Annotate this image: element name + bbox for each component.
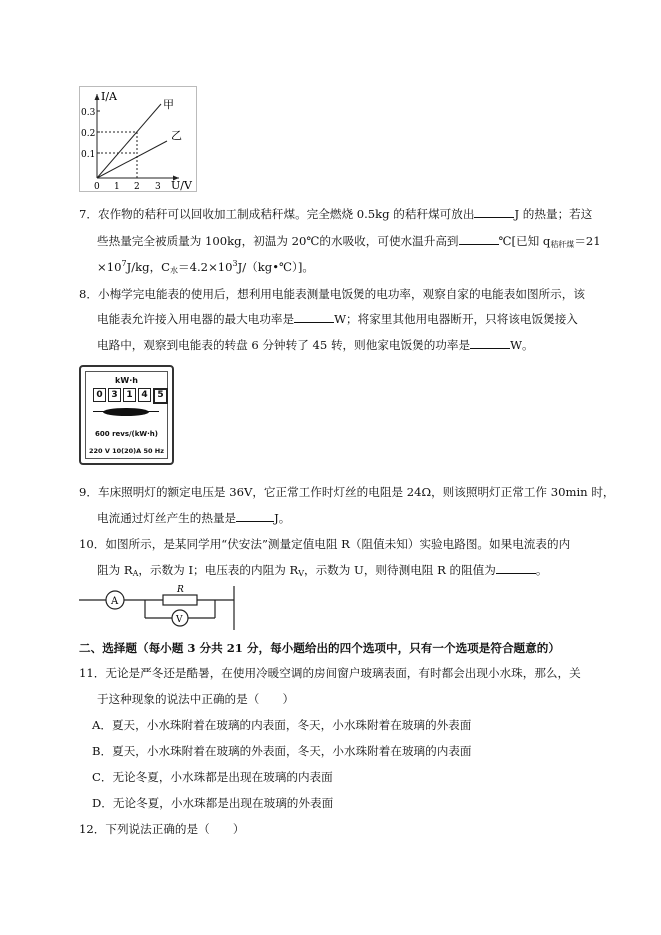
answer-blank[interactable] [474,206,514,218]
q9-line-1: 9．车床照明灯的额定电压是 36V，它正常工作时灯丝的电阻是 24Ω，则该照明灯正常工作 30min 时， [79,485,615,499]
meter-rate: 600 revs/(kW·h) [95,430,158,438]
meter-digit-decimal: 5 [153,388,168,404]
meter-digit: 3 [108,388,121,402]
meter-disc [103,408,149,416]
meter-digit: 0 [93,388,106,402]
resistor-symbol [163,595,197,605]
q8-line-2: 电能表允许接入用电器的最大电功率是 W；将家里其他用电器断开，只将该电饭煲接入 [97,312,578,326]
q11-option-a[interactable]: A．夏天，小水珠附着在玻璃的内表面，冬天，小水珠附着在玻璃的外表面 [92,718,472,732]
answer-blank[interactable] [294,311,334,323]
q12-line-1: 12．下列说法正确的是（ ） [79,822,245,836]
q10-line-2: 阻为 $R_A$，示数为 I；电压表的内阻为 $R_V$，示数为 U，则待测电阻 R 的阻值为 。 [97,563,548,578]
y-tick-label: 0.2 [81,129,96,139]
q11-option-d[interactable]: D．无论冬夏，小水珠都是出现在玻璃的外表面 [92,796,334,810]
answer-blank[interactable] [496,562,536,574]
answer-blank[interactable] [459,233,499,245]
x-tick-label: 0 [94,182,100,192]
section-heading: 二、选择题（每小题 3 分共 21 分，每小题给出的四个选项中，只有一个选项是符合题意的） [79,641,560,655]
meter-spec: 220 V 10(20)A 50 Hz [89,447,164,455]
line-yi [97,141,167,178]
q7-line-3: $\times 10^7J/kg$，$C_水=4.2\times 10^3J/(kg•℃)$]。 [97,259,314,275]
line-yi-label: 乙 [171,129,182,142]
q8-line-3: 电路中，观察到电能表的转盘 6 分钟转了 45 转，则他家电饭煲的功率是 W。 [97,338,534,352]
q10-line-1: 10．如图所示，是某同学用“伏安法”测量定值电阻 R（阻值未知）实验电路图。如果电流表的内 [79,537,571,551]
electric-meter [79,365,174,465]
x-tick-label: 3 [155,182,161,192]
q11-line-1: 11．无论是严冬还是酷暑，在使用冷暖空调的房间窗户玻璃表面，有时都会出现小水珠，那么，关 [79,666,581,680]
resistor-label: R [177,585,184,595]
y-axis-label: I/A [101,90,117,103]
circuit-diagram [79,584,237,632]
answer-blank[interactable] [236,510,274,522]
ammeter-label: A [111,596,119,607]
q7-line-2: 些热量完全被质量为 100kg，初温为 20℃的水吸收，可使水温升高到 ℃[已知 $q_{秸秆煤}=21$ [97,234,601,249]
q7-line-1: 7．农作物的秸秆可以回收加工制成秸秆煤。完全燃烧 0.5kg 的秸秆煤可放出 J 的热量；若这 [79,207,593,221]
x-axis-label: U/V [171,179,192,192]
voltmeter-label: V [176,615,183,625]
x-tick-label: 2 [134,182,140,192]
meter-unit: kW·h [115,376,138,385]
x-tick-label: 1 [114,182,120,192]
q8-line-1: 8．小梅学完电能表的使用后，想利用电能表测量电饭煲的电功率，观察自家的电能表如图所示，该 [79,287,585,301]
line-jia [97,104,161,178]
answer-blank[interactable] [470,337,510,349]
q11-option-b[interactable]: B．夏天，小水珠附着在玻璃的外表面，冬天，小水珠附着在玻璃的内表面 [92,744,472,758]
line-jia-label: 甲 [163,98,174,111]
y-tick-label: 0.3 [81,108,96,118]
iu-graph [79,86,197,192]
q11-option-c[interactable]: C．无论冬夏，小水珠都是出现在玻璃的内表面 [92,770,333,784]
meter-digits [93,388,168,404]
meter-digit: 1 [123,388,136,402]
y-tick-label: 0.1 [81,150,96,160]
meter-digit: 4 [138,388,151,402]
q11-line-2: 于这种现象的说法中正确的是（ ） [97,692,295,706]
q9-line-2: 电流通过灯丝产生的热量是 J。 [97,511,291,525]
